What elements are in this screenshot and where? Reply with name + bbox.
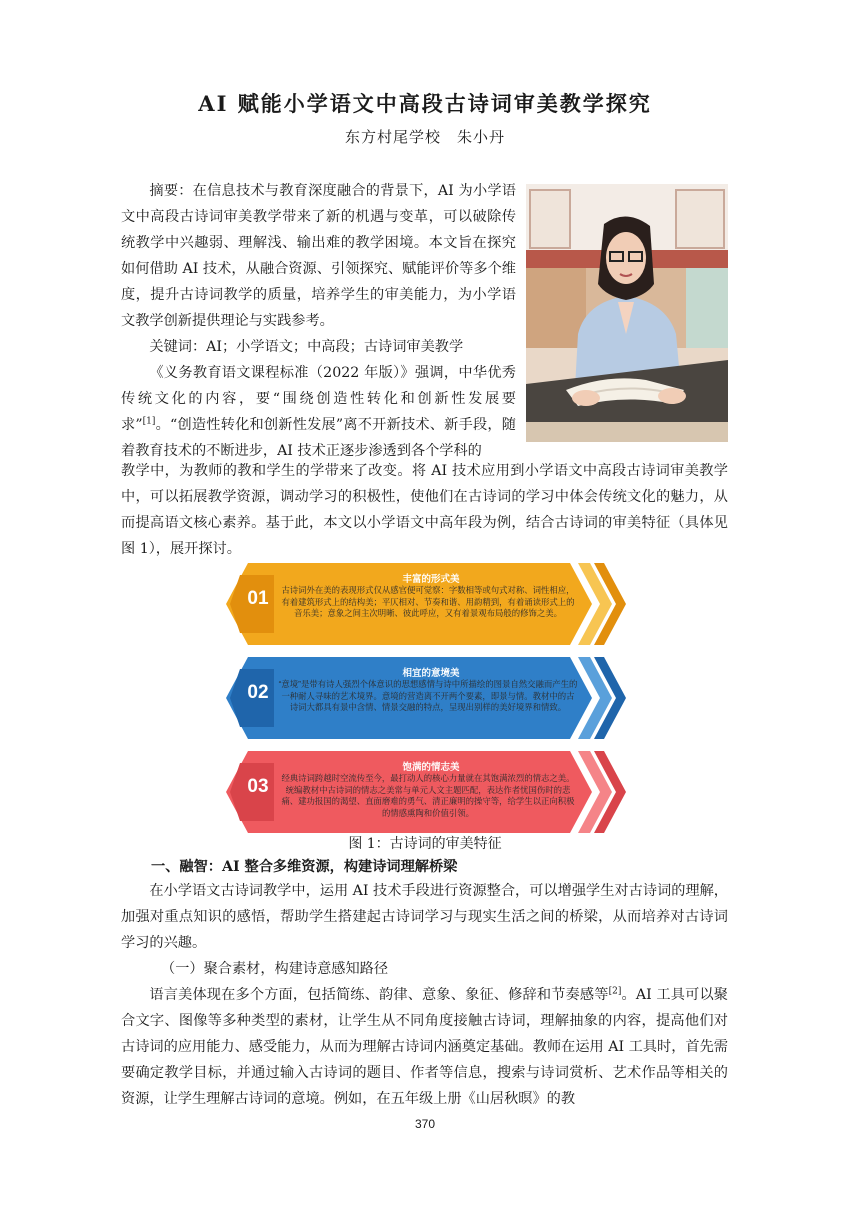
intro-text-2: 。“创造性转化和创新性发展”离不开新技术、新手段，随着教育技术的不断进步，AI 技术正逐步渗透到各个学科的	[121, 417, 516, 459]
paragraph-text-1: 语言美体现在多个方面，包括简练、韵律、意象、象征、修辞和节奏感等	[149, 987, 609, 1003]
subsection-heading: （一）聚合素材，构建诗意感知路径	[161, 961, 389, 977]
band-text: 古诗词外在美的表现形式仅从感官便可觉察：字数相等或句式对称、词性相应，有着建筑形式上的结构美；平仄相对、节奏和谐、用韵精到，有着诵读形式上的音乐美；意象之间主次明晰、彼此呼应，又有着景观布局般的修饰之美。	[281, 585, 575, 618]
band-number: 03	[247, 776, 269, 797]
intro-text-1: 《义务教育语文课程标准（2022 年版）》强调，中华优秀传统文化的内容，要“围绕创造性转化和创新性发展要求”	[121, 365, 516, 433]
figure-caption: 图 1：古诗词的审美特征	[348, 836, 502, 852]
abstract: 摘要：在信息技术与教育深度融合的背景下，AI 为小学语文中高段古诗词审美教学带来了新的机遇与变革，可以破除传统教学中兴趣弱、理解浅、输出难的教学困境。本文旨在探究如何借助 AI 技术，从融合资源、引领探究、赋能评价等多个维度，提升古诗词教学的质量，培养学生的审美能力，为小学语文教学创新提供理论与实践参考。	[121, 183, 516, 329]
band-number: 02	[247, 682, 269, 703]
page-number: 370	[414, 1117, 436, 1131]
intro-paragraph	[121, 360, 516, 464]
section-body	[121, 878, 728, 1112]
band-title: 相宜的意境美	[402, 668, 460, 679]
keywords: 关键词：AI；小学语文；中高段；古诗词审美教学	[149, 339, 464, 355]
band-text: “意境”是带有诗人强烈个体意识的思想感情与诗中所描绘的图景自然交融而产生的一种耐人寻味的艺术境界。意境的营造离不开两个要素，即景与情。教材中的古诗词大都具有景中含情、情景交融的特点，呈现出别样的美好境界和情致。	[278, 679, 578, 712]
section-heading: 一、融智：AI 整合多维资源，构建诗词理解桥梁	[151, 859, 458, 875]
band-title: 饱满的情志美	[402, 762, 460, 773]
intro-continued-block	[121, 458, 728, 562]
body-paragraph	[121, 982, 728, 1112]
feature-band-3	[226, 751, 626, 833]
band-text: 经典诗词跨越时空流传至今，最打动人的核心力量就在其饱满浓烈的情志之美。统编教材中古诗词的情志之美常与单元人文主题匹配，表达作者忧国伤时的悲痛、建功报国的渴望、直面磨难的勇气、清正廉明的操守等，给学生以正向积极的情感熏陶和价值引领。	[281, 773, 575, 818]
section-paragraph: 在小学语文古诗词教学中，运用 AI 技术手段进行资源整合，可以增强学生对古诗词的理解，加强对重点知识的感悟，帮助学生搭建起古诗词学习与现实生活之间的桥梁，从而培养对古诗词学习的兴趣。	[121, 883, 728, 951]
feature-band-2	[226, 657, 626, 739]
citation-2: [2]	[608, 986, 622, 997]
author-byline: 东方村尾学校 朱小丹	[344, 128, 505, 146]
intro-continued: 教学中，为教师的教和学生的学带来了改变。将 AI 技术应用到小学语文中高段古诗词审美教学中，可以拓展教学资源，调动学习的积极性，使他们在古诗词的学习中体会传统文化的魅力，从而提高语文核心素养。基于此，本文以小学语文中高年段为例，结合古诗词的审美特征（具体见图 1），展开探讨。	[121, 463, 728, 557]
band-number: 01	[247, 588, 269, 609]
paragraph-text-2: 。AI 工具可以聚合文字、图像等多种类型的素材，让学生从不同角度接触古诗词，理解抽象的内容，提高他们对古诗词的应用能力、感受能力，从而为理解古诗词内涵奠定基础。教师在运用 AI 工具时，首先需要确定教学目标，并通过输入古诗词的题目、作者等信息，搜索与诗词赏析、艺术作品等相关的资源，让学生理解古诗词的意境。例如，在五年级上册《山居秋暝》的教	[121, 987, 728, 1107]
band-title: 丰富的形式美	[402, 574, 460, 585]
article-title: AI 赋能小学语文中高段古诗词审美教学探究	[198, 91, 652, 116]
feature-band-1	[226, 563, 626, 645]
citation-1: [1]	[142, 416, 156, 427]
abstract-block	[121, 178, 516, 464]
author-photo	[526, 184, 728, 442]
aesthetic-features-figure	[226, 563, 626, 833]
